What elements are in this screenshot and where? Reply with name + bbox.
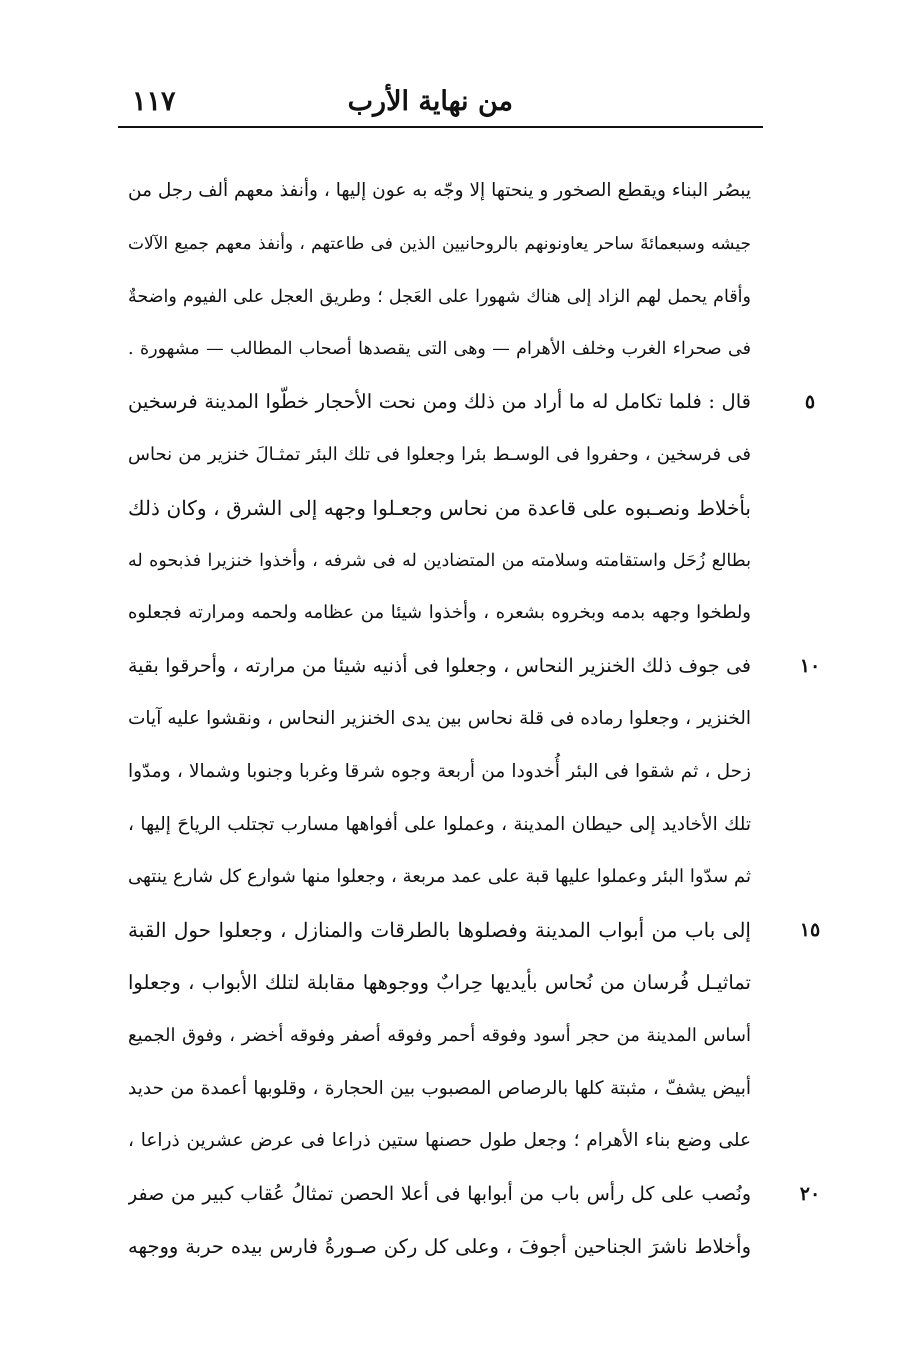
- text-line: فى صحراء الغرب وخلف الأهرام — وهى التى يقصدها أصحاب المطالب — مشهورة .: [128, 339, 751, 360]
- text-line: وأخلاط ناشرَ الجناحين أجوفَ ، وعلى كل ركن صـورةُ فارس بيده حربة ووجهه: [128, 1234, 751, 1258]
- text-line: أبيض يشفّ ، مثبتة كلها بالرصاص المصبوب بين الحجارة ، وقلوبها أعمدة من حديد: [128, 1077, 751, 1099]
- text-line: فى فرسخين ، وحفروا فى الوسـط بئرا وجعلوا فى تلك البئر تمثـالَ خنزير من نحاس: [128, 443, 751, 465]
- line-number-20: ٢٠: [799, 1183, 821, 1206]
- text-line: جيشه وسبعمائةَ ساحر يعاونونهم بالروحانيين الذين فى طاعتهم ، وأنفذ معهم جميع الآلات: [128, 233, 751, 254]
- text-line: ثم سدّوا البئر وعملوا عليها قبة على عمد مربعة ، وجعلوا منها شوارع كل شارع ينتهى: [128, 866, 751, 888]
- text-line: قال : فلما تكامل له ما أراد من ذلك ومن نحت الأحجار خطّوا المدينة فرسخين: [128, 390, 751, 414]
- text-line: زحل ، ثم شقوا فى البئر أُخدودا من أربعة وجوه شرقا وغربا وجنوبا وشمالا ، ومدّوا: [128, 760, 751, 782]
- line-number-5: ٥: [804, 391, 816, 414]
- line-number-10: ١٠: [799, 655, 821, 678]
- page-header: [118, 78, 763, 126]
- text-line: فى جوف ذلك الخنزير النحاس ، وجعلوا فى أذنيه شيئا من مرارته ، وأحرقوا بقية: [128, 655, 751, 678]
- running-title: من نهاية الأرب: [347, 86, 513, 117]
- line-number-15: ١٥: [799, 919, 821, 942]
- text-line: على وضع بناء الأهرام ؛ وجعل طول حصنها ستين ذراعا فى عرض عشرين ذراعا ،: [128, 1130, 751, 1152]
- text-line: بأخلاط ونصـبوه على قاعدة من نحاس وجعـلوا وجهه إلى الشرق ، وكان ذلك: [128, 495, 751, 520]
- text-line: بطالع زُحَل واستقامته وسلامته من المتضادين له فى شرفه ، وأخذوا خنزيرا فذبحوه له: [128, 550, 751, 571]
- text-line: تماثيـل فُرسان من نُحاس بأيديها حِرابٌ ووجوهها مقابلة لتلك الأبواب ، وجعلوا: [128, 970, 751, 994]
- body-text: [128, 165, 751, 1274]
- text-line: ولطخوا وجهه بدمه وبخروه بشعره ، وأخذوا شيئا من عظامه ولحمه ومرارته فجعلوه: [128, 602, 751, 624]
- text-line: الخنزير ، وجعلوا رماده فى قلة نحاس بين يدى الخنزير النحاس ، ونقشوا عليه آيات: [128, 707, 751, 729]
- text-line: يبصُر البناء ويقطع الصخور و ينحتها إلا وجّه به عون إليها ، وأنفذ معهم ألف رجل من: [128, 180, 751, 201]
- text-line: إلى باب من أبواب المدينة وفصلوها بالطرقات والمنازل ، وجعلوا حول القبة: [128, 918, 751, 943]
- text-line: وأقام يحمل لهم الزاد إلى هناك شهورا على العَجل ؛ وطريق العجل على الفيوم واضحةٌ: [128, 286, 751, 307]
- text-line: تلك الأخاديد إلى حيطان المدينة ، وعملوا على أفواهها مسارب تجتلب الرياحَ إليها ،: [128, 813, 751, 835]
- text-line: أساس المدينة من حجر أسود وفوقه أحمر وفوقه أصفر وفوقه أخضر ، وفوق الجميع: [128, 1024, 751, 1046]
- header-rule: [118, 126, 763, 128]
- page-number: ١١٧: [132, 86, 176, 117]
- text-line: ونُصب على كل رأس باب من أبوابها فى أعلا الحصن تمثالُ عُقاب كبير من صفر: [128, 1183, 751, 1206]
